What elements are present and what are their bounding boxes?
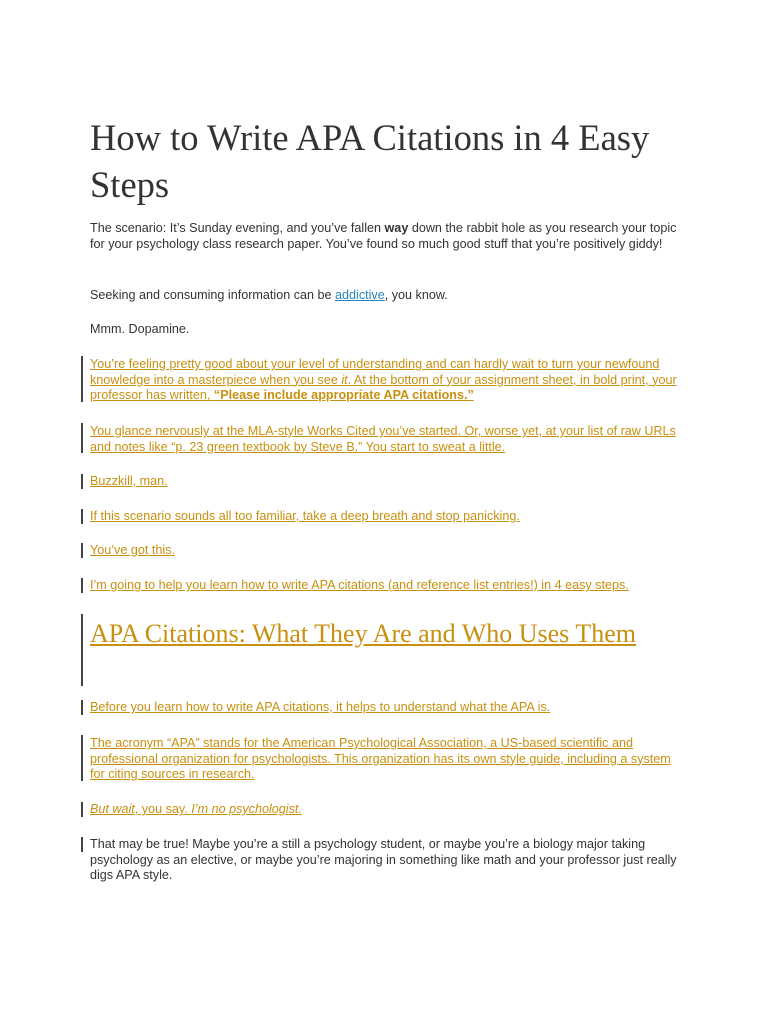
- highlight-marker: [81, 700, 83, 715]
- page-title: How to Write APA Citations in 4 Easy Steps: [90, 117, 650, 205]
- highlight-marker: [81, 423, 83, 453]
- section-heading: APA Citations: What They Are and Who Uses Them: [90, 619, 636, 648]
- panic-paragraph: If this scenario sounds all too familiar, take a deep breath and stop panicking.: [90, 509, 520, 523]
- highlight-marker: [81, 543, 83, 558]
- dopamine-paragraph: Mmm. Dopamine.: [90, 322, 190, 336]
- got-this-paragraph: You’ve got this.: [90, 543, 175, 557]
- buzzkill-paragraph: Buzzkill, man.: [90, 474, 168, 488]
- highlight-marker: [81, 614, 83, 686]
- assignment-paragraph: You’re feeling pretty good about your level of understanding and can hardly wait to turn your newfound knowledge into a masterpiece when you see it. At the bottom of your assignment sheet, in bold print, your professor has written, “Please include appropriate APA citations.”: [90, 357, 677, 403]
- apa-intro-paragraph: Before you learn how to write APA citations, it helps to understand what the APA is.: [90, 700, 551, 714]
- highlight-marker: [81, 802, 83, 817]
- intro-paragraph: The scenario: It’s Sunday evening, and you’ve fallen way down the rabbit hole as you research your topic for your psychology class research paper. You’ve found so much good stuff that you’re positively giddy!: [90, 221, 677, 251]
- maybe-true-paragraph: That may be true! Maybe you’re a still a psychology student, or maybe you’re a biology major taking psychology as an elective, or maybe you’re majoring in something like math and your professor just really digs APA style.: [90, 837, 677, 883]
- acronym-paragraph: The acronym “APA” stands for the American Psychological Association, a US-based scientific and professional organization for psychologists. This organization has its own style guide, including a system for citing sources in research.: [90, 736, 671, 782]
- highlight-marker: [81, 474, 83, 489]
- highlight-marker: [81, 509, 83, 524]
- help-paragraph: I’m going to help you learn how to write APA citations (and reference list entries!) in 4 easy steps.: [90, 578, 629, 592]
- highlight-marker: [81, 735, 83, 781]
- but-wait-paragraph: But wait, you say. I’m no psychologist.: [90, 802, 302, 816]
- highlight-marker: [81, 578, 83, 593]
- emphasis-way: way: [384, 221, 409, 235]
- addictive-paragraph: Seeking and consuming information can be addictive, you know.: [90, 288, 448, 302]
- highlight-marker: [81, 837, 83, 852]
- highlight-marker: [81, 356, 83, 402]
- addictive-link[interactable]: addictive: [335, 288, 385, 302]
- mla-paragraph: You glance nervously at the MLA-style Works Cited you’ve started. Or, worse yet, at your list of raw URLs and notes like “p. 23 green textbook by Steve B.” You start to sweat a little.: [90, 424, 676, 454]
